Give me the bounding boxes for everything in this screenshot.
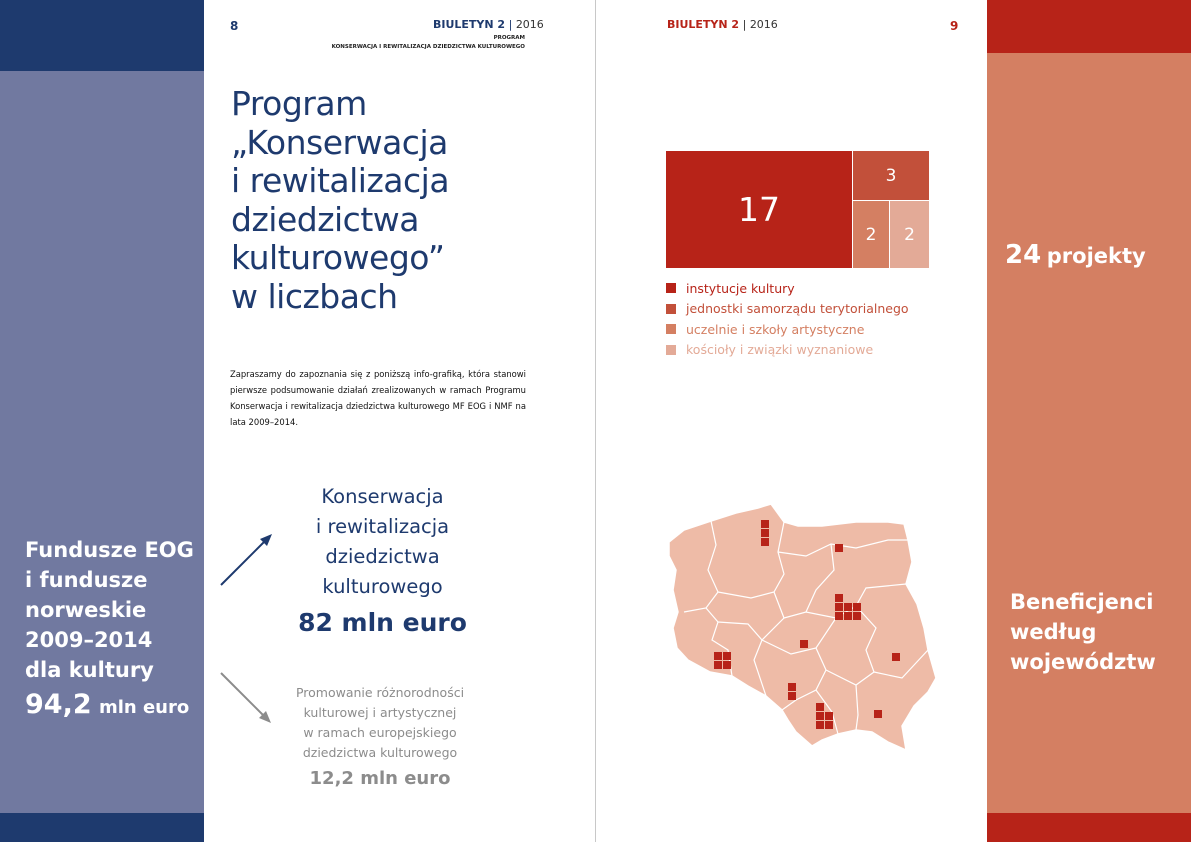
project-marker: [835, 544, 843, 552]
project-marker: [788, 683, 796, 691]
project-marker: [844, 612, 852, 620]
treemap-cell-churches: 2: [890, 201, 929, 268]
page-title: [231, 85, 591, 316]
legend-item: [666, 278, 909, 299]
conservation-line: i rewitalizacja: [315, 515, 450, 538]
intro-paragraph: Zapraszamy do zapoznania się z poniższą info-grafiką, która stanowi pierwsze podsumowanie działań zrealizowanych w ramach Programu Konserwacja i rewitalizacja dziedzictwa kulturowego MF EOG i NMF na lata 2009–2014.: [230, 369, 526, 427]
title-line: w liczbach: [231, 276, 398, 316]
promotion-line: kulturowej i artystycznej: [303, 705, 457, 720]
bulletin-name: BIULETYN 2: [667, 18, 740, 31]
funds-line: i fundusze: [25, 568, 148, 592]
legend-item: [666, 319, 909, 340]
legend-swatch: [666, 283, 676, 293]
project-marker: [723, 661, 731, 669]
legend-swatch: [666, 345, 676, 355]
promotion-block: [285, 683, 475, 789]
project-marker: [723, 652, 731, 660]
left-top-band: [0, 0, 204, 71]
funds-total-unit: mln euro: [98, 697, 190, 718]
project-marker: [835, 594, 843, 602]
promotion-amount: 12,2 mln euro: [309, 768, 451, 789]
right-top-band: [987, 0, 1191, 53]
project-marker: [853, 612, 861, 620]
legend-item: [666, 299, 909, 320]
project-marker: [835, 603, 843, 611]
arrow-up-right-icon: [218, 530, 278, 590]
promotion-line: w ramach europejskiego: [303, 725, 457, 740]
page-spine: [595, 0, 596, 842]
funds-total-number: 94,2: [25, 689, 92, 720]
beneficiaries-line: Beneficjenci: [1010, 590, 1154, 614]
bulletin-header-left: [433, 18, 544, 31]
legend-swatch: [666, 304, 676, 314]
project-marker: [714, 661, 722, 669]
poland-map: [666, 500, 941, 755]
funds-line: dla kultury: [25, 658, 154, 682]
legend-label: instytucje kultury: [686, 280, 795, 296]
project-marker: [835, 612, 843, 620]
conservation-amount: 82 mln euro: [298, 608, 467, 637]
bulletin-separator: |: [508, 18, 513, 31]
project-marker: [800, 640, 808, 648]
project-marker: [874, 710, 882, 718]
map-land: [669, 504, 936, 750]
legend-label: jednostki samorządu terytorialnego: [686, 301, 909, 317]
conservation-line: kulturowego: [322, 575, 443, 598]
beneficiaries-line: województw: [1010, 650, 1156, 674]
title-line: kulturowego”: [231, 238, 445, 277]
conservation-line: dziedzictwa: [325, 545, 440, 568]
poland-outline: [669, 504, 936, 750]
project-marker: [825, 721, 833, 729]
promotion-line: Promowanie różnorodności: [295, 685, 465, 700]
title-line: Program: [231, 84, 367, 123]
project-marker: [816, 703, 824, 711]
projects-number: 24: [1005, 240, 1042, 270]
project-marker: [788, 692, 796, 700]
right-bottom-band: [987, 813, 1191, 842]
bulletin-header-right: [667, 18, 778, 31]
project-marker: [844, 603, 852, 611]
project-marker: [825, 712, 833, 720]
project-marker: [761, 520, 769, 528]
program-tag: [330, 34, 525, 52]
project-marker: [892, 653, 900, 661]
conservation-block: [290, 482, 475, 638]
program-tag-line: PROGRAM: [493, 35, 525, 41]
legend-swatch: [666, 324, 676, 334]
funds-line: Fundusze EOG: [25, 538, 194, 562]
project-marker: [853, 603, 861, 611]
beneficiaries-side-panel: [987, 53, 1191, 813]
bulletin-name: BIULETYN 2: [433, 18, 506, 31]
title-line: dziedzictwa: [231, 199, 419, 239]
title-line: „Konserwacja: [231, 122, 448, 162]
beneficiaries-heading: [1010, 587, 1180, 677]
title-line: i rewitalizacja: [231, 161, 450, 200]
legend-item: [666, 340, 909, 361]
bulletin-year: 2016: [749, 18, 778, 31]
funds-total: [25, 690, 205, 723]
legend-label: uczelnie i szkoły artystyczne: [686, 321, 865, 337]
page-number-left: 8: [230, 19, 239, 33]
bulletin-year: 2016: [515, 18, 544, 31]
projects-label: projekty: [1046, 244, 1146, 268]
arrow-down-right-icon: [218, 670, 278, 730]
treemap-cell-culture-institutions: 17: [666, 151, 852, 268]
project-marker: [714, 652, 722, 660]
conservation-line: Konserwacja: [321, 485, 444, 508]
treemap-cell-local-government: 3: [853, 151, 929, 200]
funds-line: 2009–2014: [25, 628, 153, 652]
project-marker: [816, 721, 824, 729]
treemap-cell-art-schools: 2: [853, 201, 889, 268]
legend-label: kościoły i związki wyznaniowe: [686, 342, 874, 358]
program-tag-line: KONSERWACJA I REWITALIZACJA DZIEDZICTWA KULTUROWEGO: [331, 44, 525, 50]
bulletin-separator: |: [742, 18, 747, 31]
page-number-right: 9: [950, 19, 959, 33]
funds-line: norweskie: [25, 598, 147, 622]
project-marker: [816, 712, 824, 720]
promotion-line: dziedzictwa kulturowego: [302, 745, 458, 760]
treemap-legend: [666, 278, 909, 360]
funds-summary: [25, 535, 205, 723]
project-marker: [761, 529, 769, 537]
project-marker: [761, 538, 769, 546]
beneficiaries-line: według: [1010, 620, 1097, 644]
projects-count: [1005, 240, 1146, 270]
left-bottom-band: [0, 813, 204, 842]
